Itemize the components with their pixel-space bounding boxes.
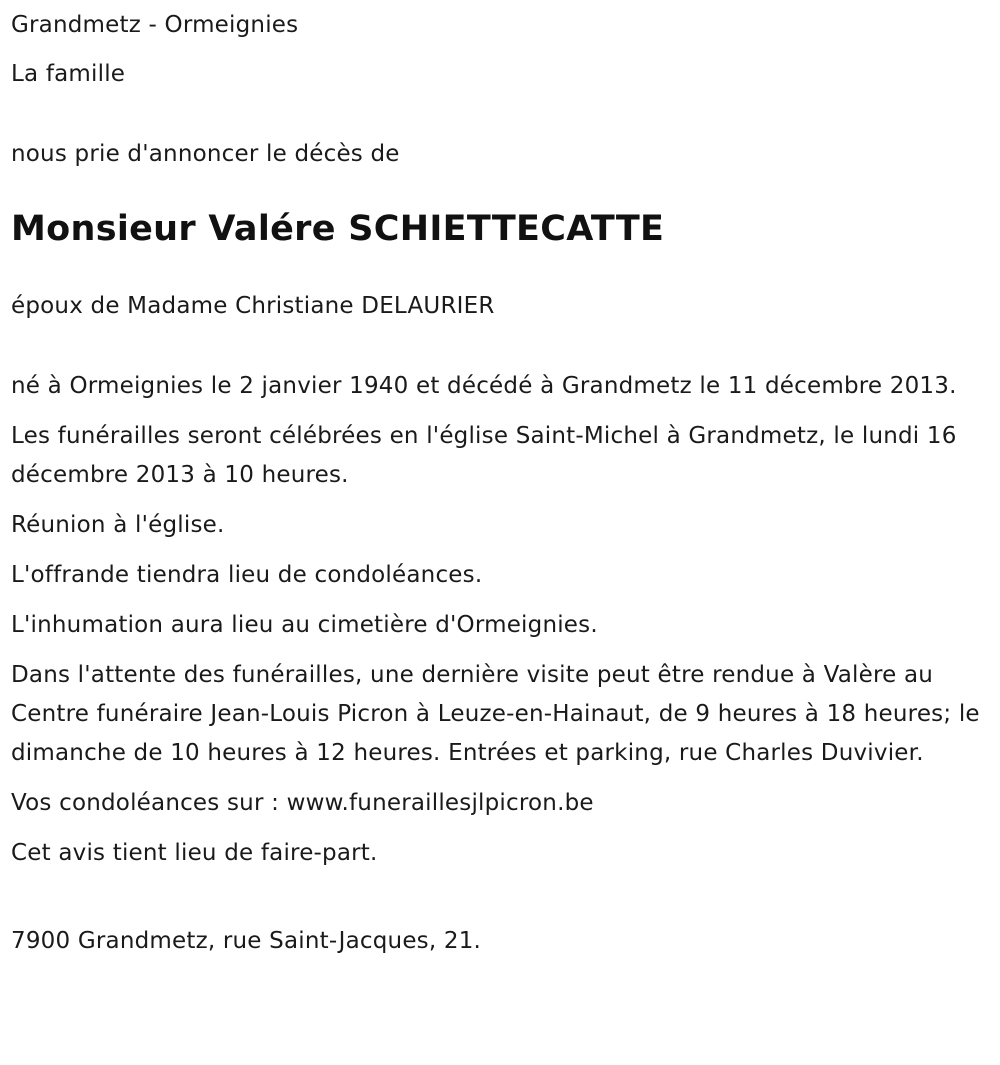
address-line: 7900 Grandmetz, rue Saint-Jacques, 21. bbox=[11, 928, 482, 954]
deceased-name: Monsieur Valére SCHIETTECATTE bbox=[11, 209, 665, 249]
announcement-line: nous prie d'annoncer le décès de bbox=[11, 141, 400, 167]
meeting-paragraph: Réunion à l'église. bbox=[11, 512, 225, 538]
visitation-paragraph: Dans l'attente des funérailles, une dernière visite peut être rendue à Valère au Centre funéraire Jean-Louis Picron à Leuze-en-Hainaut, de 9 heures à 18 heures; le dimanche de 10 heures à 12 heures. Entrées et parking, rue Charles Duvivier. bbox=[11, 662, 980, 766]
offering-paragraph: L'offrande tiendra lieu de condoléances. bbox=[11, 562, 483, 588]
funeral-service-paragraph: Les funérailles seront célébrées en l'église Saint-Michel à Grandmetz, le lundi 16 décembre 2013 à 10 heures. bbox=[11, 423, 957, 488]
condolences-paragraph: Vos condoléances sur : www.funeraillesjlpicron.be bbox=[11, 790, 594, 816]
family-line: La famille bbox=[11, 61, 126, 87]
location-header: Grandmetz - Ormeignies bbox=[11, 12, 299, 38]
spouse-line: époux de Madame Christiane DELAURIER bbox=[11, 293, 495, 319]
birth-death-paragraph: né à Ormeignies le 2 janvier 1940 et décédé à Grandmetz le 11 décembre 2013. bbox=[11, 373, 957, 399]
notice-paragraph: Cet avis tient lieu de faire-part. bbox=[11, 840, 378, 866]
burial-paragraph: L'inhumation aura lieu au cimetière d'Ormeignies. bbox=[11, 612, 598, 638]
